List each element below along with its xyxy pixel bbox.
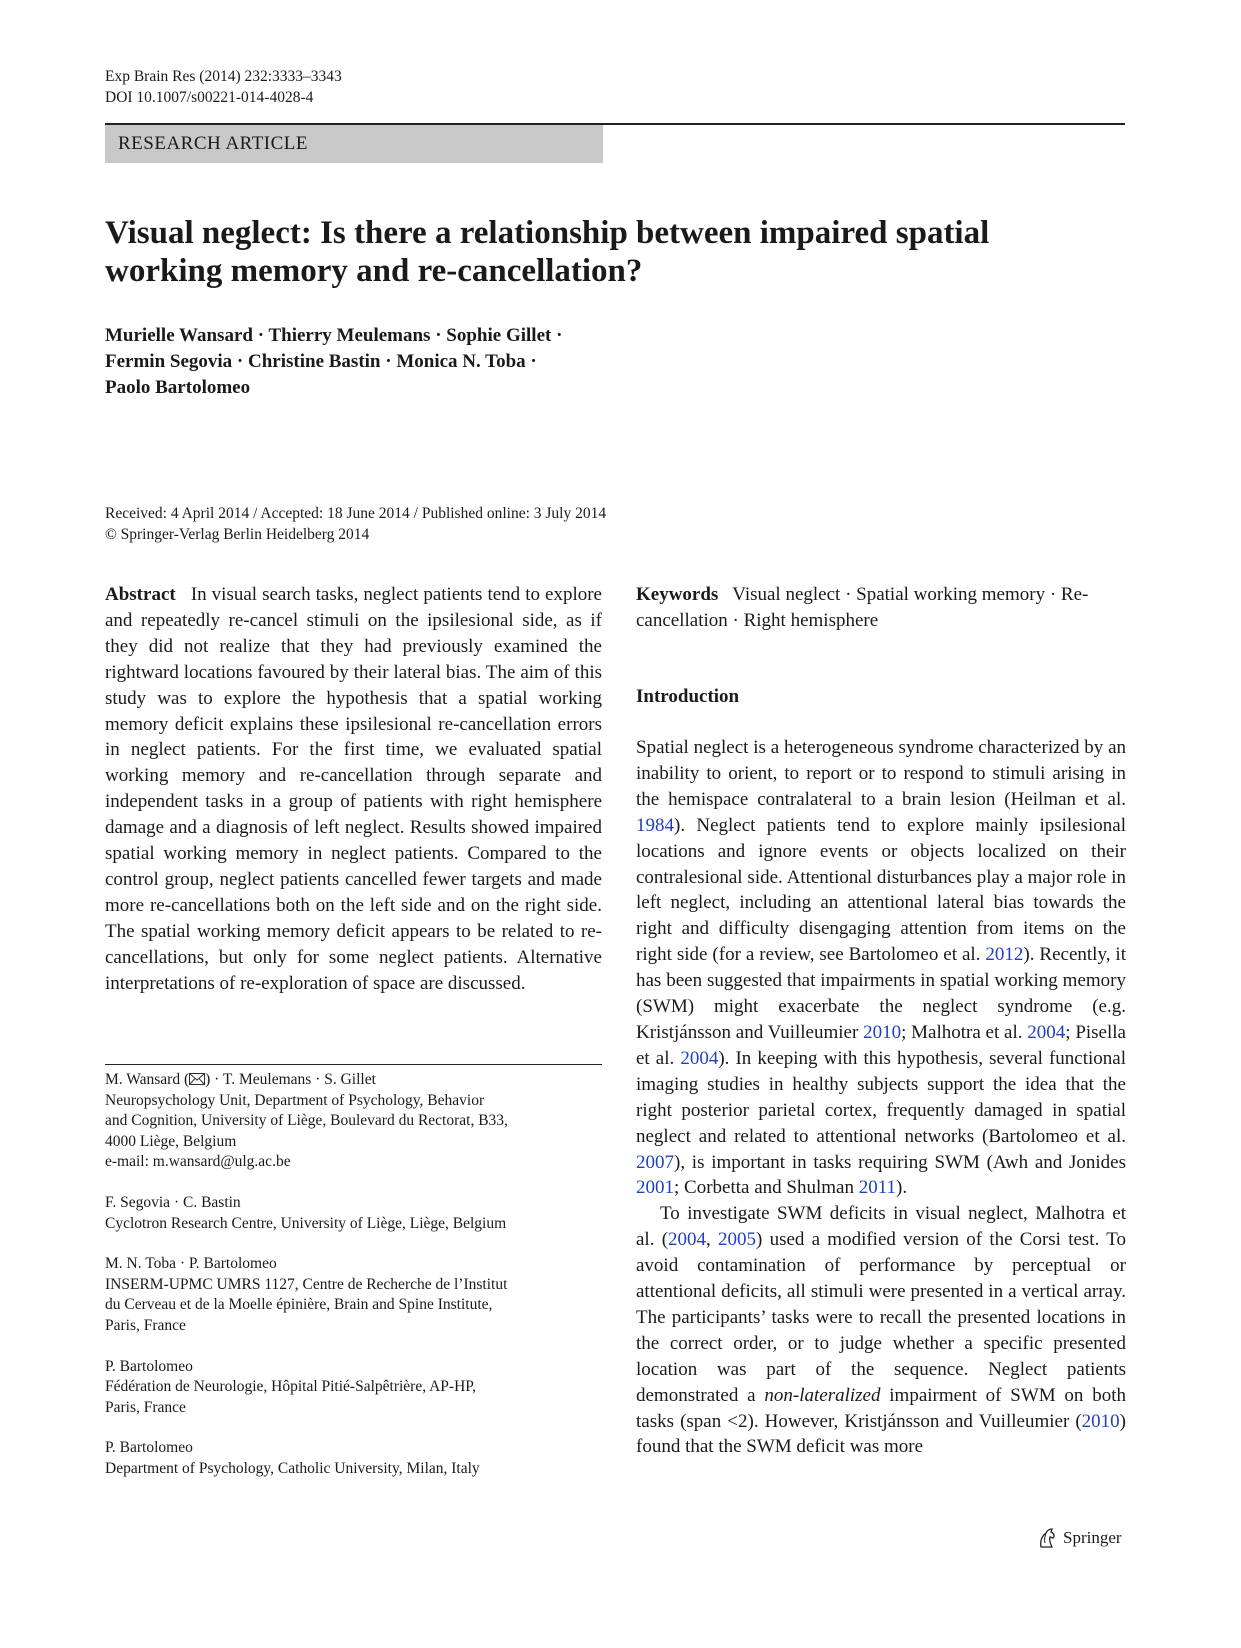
affiliations xyxy=(105,1070,605,1500)
intro-paragraph-2: To investigate SWM deficits in visual neglect, Malhotra et al. (2004, 2005) used a modified version of the Corsi test. To avoid contamination of performance by perceptual or attentional deficits, all stimuli were presented in a vertical array. The participants’ tasks were to recall the presented locations in the correct order, or to judge whether a specific presented location was part of the sequence. Neglect patients demonstrated a non-lateralized impairment of SWM on both tasks (span <2). However, Kristjánsson and Vuilleumier (2010) found that the SWM deficit was more xyxy=(636,1203,1127,1458)
citation-link[interactable]: 2010 xyxy=(863,1021,902,1043)
copyright: © Springer-Verlag Berlin Heidelberg 2014 xyxy=(105,526,370,543)
affiliation-1: M. Wansard ( ) · T. Meulemans · S. Gillet Neuropsychology Unit, Department of Psychology, Behavior and Cognition, University of Liège, Boulevard du Rectorat, B33, 4000 Liège, Belgium e-mail: m.wansard@ulg.ac.be xyxy=(105,1070,605,1173)
abstract-text: In visual search tasks, neglect patients tend to explore and repeatedly re-cancel stimuli on the ipsilesional side, as if they did not realize that they had previously examined the rightward locations favoured by their lateral bias. The aim of this study was to explore the hypothesis that a spatial working memory deficit explains these ipsilesional re-cancellation errors in neglect patients. For the first time, we evaluated spatial working memory and re-cancellation through separate and independent tasks in a group of patients with right hemisphere damage and a diagnosis of left neglect. Results showed impaired spatial working memory in neglect patients. Compared to the control group, neglect patients cancelled fewer targets and made more re-cancellations both on the left side and on the right side. The spatial working memory deficit appears to be related to re-cancellations, but only for some neglect patients. Alternative interpretations of re-exploration of space are discussed. xyxy=(105,584,602,994)
affiliation-5: P. Bartolomeo Department of Psychology, Catholic University, Milan, Italy xyxy=(105,1439,480,1477)
affiliation-4: P. Bartolomeo Fédération de Neurologie, Hôpital Pitié-Salpêtrière, AP-HP, Paris, France xyxy=(105,1357,477,1416)
citation-link[interactable]: 1984 xyxy=(636,814,674,836)
citation-link[interactable]: 2004 xyxy=(1027,1021,1066,1043)
history-dates: Received: 4 April 2014 / Accepted: 18 June 2014 / Published online: 3 July 2014 xyxy=(105,505,607,522)
affiliation-3: M. N. Toba · P. Bartolomeo INSERM-UPMC UMRS 1127, Centre de Recherche de l’Institut du Cerveau et de la Moelle épinière, Brain and Spine Institute, Paris, France xyxy=(105,1255,508,1334)
citation-link[interactable]: 2010 xyxy=(1081,1410,1120,1432)
citation-link[interactable]: 2005 xyxy=(718,1229,757,1251)
article-type-band xyxy=(105,125,603,163)
doi[interactable]: DOI 10.1007/s00221-014-4028-4 xyxy=(105,89,314,106)
intro-paragraph-1: Spatial neglect is a heterogeneous syndrome characterized by an inability to orient, to report or to respond to stimuli arising in the hemispace contralateral to a brain lesion (Heilman et al. 1984). Neglect patients tend to explore mainly ipsilesional locations and ignore events or objects localized on their contralesional side. Attentional disturbances play a major role in left neglect, including an attentional lateral bias towards the right and difficulty disengaging attention from items on the right side (for a review, see Bartolomeo et al. 2012). Recently, it has been suggested that impairments in spatial working memory (SWM) might exacerbate the neglect syndrome (e.g. Kristjánsson and Vuilleumier 2010; Malhotra et al. 2004; Pisella et al. 2004). In keeping with this hypothesis, several functional imaging studies in healthy subjects support the idea that the right posterior parietal cortex, frequently damaged in spatial neglect and related to attentional networks (Bartolomeo et al. 2007), is important in tasks requiring SWM (Awh and Jonides 2001; Corbetta and Shulman 2011). xyxy=(636,737,1126,1199)
introduction-heading: Introduction xyxy=(636,686,740,707)
citation-link[interactable]: 2007 xyxy=(636,1151,674,1173)
author-email[interactable]: e-mail: m.wansard@ulg.ac.be xyxy=(105,1153,291,1171)
journal-info xyxy=(105,66,342,108)
citation-link[interactable]: 2012 xyxy=(985,944,1024,966)
keywords-text: Visual neglect · Spatial working memory · Re-cancellation · Right hemisphere xyxy=(636,584,1089,631)
citation-link[interactable]: 2004 xyxy=(668,1229,707,1251)
publisher-logo xyxy=(1037,1527,1122,1549)
keywords-heading: Keywords xyxy=(636,584,719,605)
citation-link[interactable]: 2011 xyxy=(858,1177,896,1199)
affiliation-2: F. Segovia · C. Bastin Cyclotron Research Centre, University of Liège, Liège, Belgium xyxy=(105,1193,507,1232)
publisher-name: Springer xyxy=(1063,1528,1122,1547)
springer-horse-icon xyxy=(1037,1527,1057,1549)
keywords xyxy=(636,582,1126,634)
author-list: Murielle Wansard · Thierry Meulemans · Sophie Gillet · Fermin Segovia · Christine Bastin · Monica N. Toba · Paolo Bartolomeo xyxy=(105,325,563,398)
citation-link[interactable]: 2001 xyxy=(636,1177,674,1199)
abstract xyxy=(105,582,602,997)
journal-citation: Exp Brain Res (2014) 232:3333–3343 xyxy=(105,68,342,85)
envelope-icon xyxy=(189,1073,205,1085)
citation-link[interactable]: 2004 xyxy=(680,1047,719,1069)
article-type: RESEARCH ARTICLE xyxy=(118,133,309,154)
introduction-body xyxy=(636,735,1126,1460)
article-title: Visual neglect: Is there a relationship between impaired spatial working memory and re-cancellation? xyxy=(105,215,990,289)
publication-dates xyxy=(105,503,905,545)
abstract-heading: Abstract xyxy=(105,584,176,605)
affiliation-rule xyxy=(105,1064,602,1065)
